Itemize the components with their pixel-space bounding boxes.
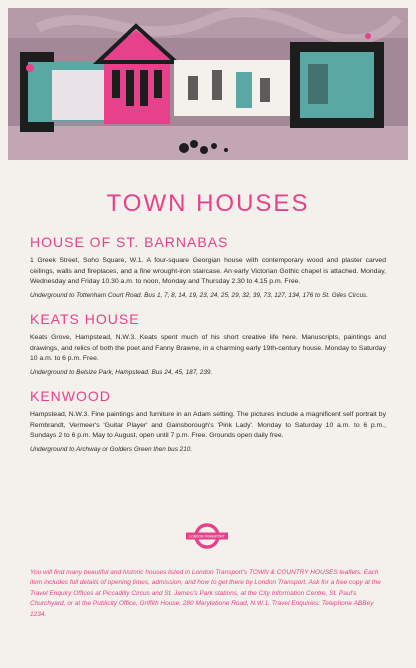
poster-title: TOWN HOUSES [106, 190, 310, 217]
section-heading: KENWOOD [30, 387, 111, 404]
section-keats-house [30, 311, 386, 378]
section-description: 1 Greek Street, Soho Square, W.1. A four-square Georgian house with contemporary wood and plaster carved ceilings, walls and fireplaces, and a fine wrought-iron staircase. An early Victorian Gothic chapel is attached. Monday, Wednesday and Friday 10.30 a.m. to noon, Monday and Thursday 2.30 to 4.15 p.m. Free. [30, 257, 386, 286]
section-description: Keats Grove, Hampstead, N.W.3. Keats spent much of his short creative life here. Manuscripts, paintings and drawings, and relics of both the poet and Fanny Brawne, in a charming early 19th-century house. Monday to Saturday 10 a.m. to 6 p.m. Free. [30, 333, 386, 363]
section-description: Hampstead, N.W.3. Fine paintings and furniture in an Adam setting. The pictures include a magnificent self portrait by Rembrandt, Vermeer's 'Guitar Player' and Gainsborough's 'Pink Lady'. Monday to Saturday 10 a.m. to 6 p.m., Sundays 2 to 6 p.m. May to August, open until 7 p.m. Free. Grounds open daily free. [30, 410, 386, 440]
section-transport: Underground to Belsize Park, Hampstead. Bus 24, 45, 187, 239. [30, 368, 213, 376]
section-house-of-st-barnabas [30, 234, 386, 301]
section-heading: KEATS HOUSE [30, 310, 140, 327]
section-transport: Underground to Archway or Golders Green then bus 210. [30, 445, 193, 453]
content-area [30, 234, 386, 465]
logo-text: LONDON TRANSPORT [189, 534, 225, 539]
poster-artwork [8, 8, 408, 160]
section-transport: Underground to Tottenham Court Road. Bus 1, 7, 8, 14, 19, 23, 24, 25, 29, 32, 39, 73, 127, 134, 176 to St. Giles Circus. [30, 291, 368, 299]
town-houses-illustration [8, 8, 408, 160]
footer-note: You will find many beautiful and historic houses listed in London Transport's TOWN & COUNTRY HOUSES leaflets. Each item includes full details of opening times, admission, and how to get there by London Transport. Ask for a free copy at the Travel Enquiry Offices at Piccadilly Circus and St. James's Park stations, at the City Information Centre, St. Paul's Churchyard, or at the Publicity Office, Griffith House, 280 Marylebone Road, N.W.1. Travel Enquiries: Telephone ABBey 1234. [30, 569, 381, 618]
london-transport-roundel-icon [185, 523, 229, 549]
section-heading: HOUSE OF ST. BARNABAS [30, 234, 229, 250]
section-kenwood [30, 388, 386, 455]
